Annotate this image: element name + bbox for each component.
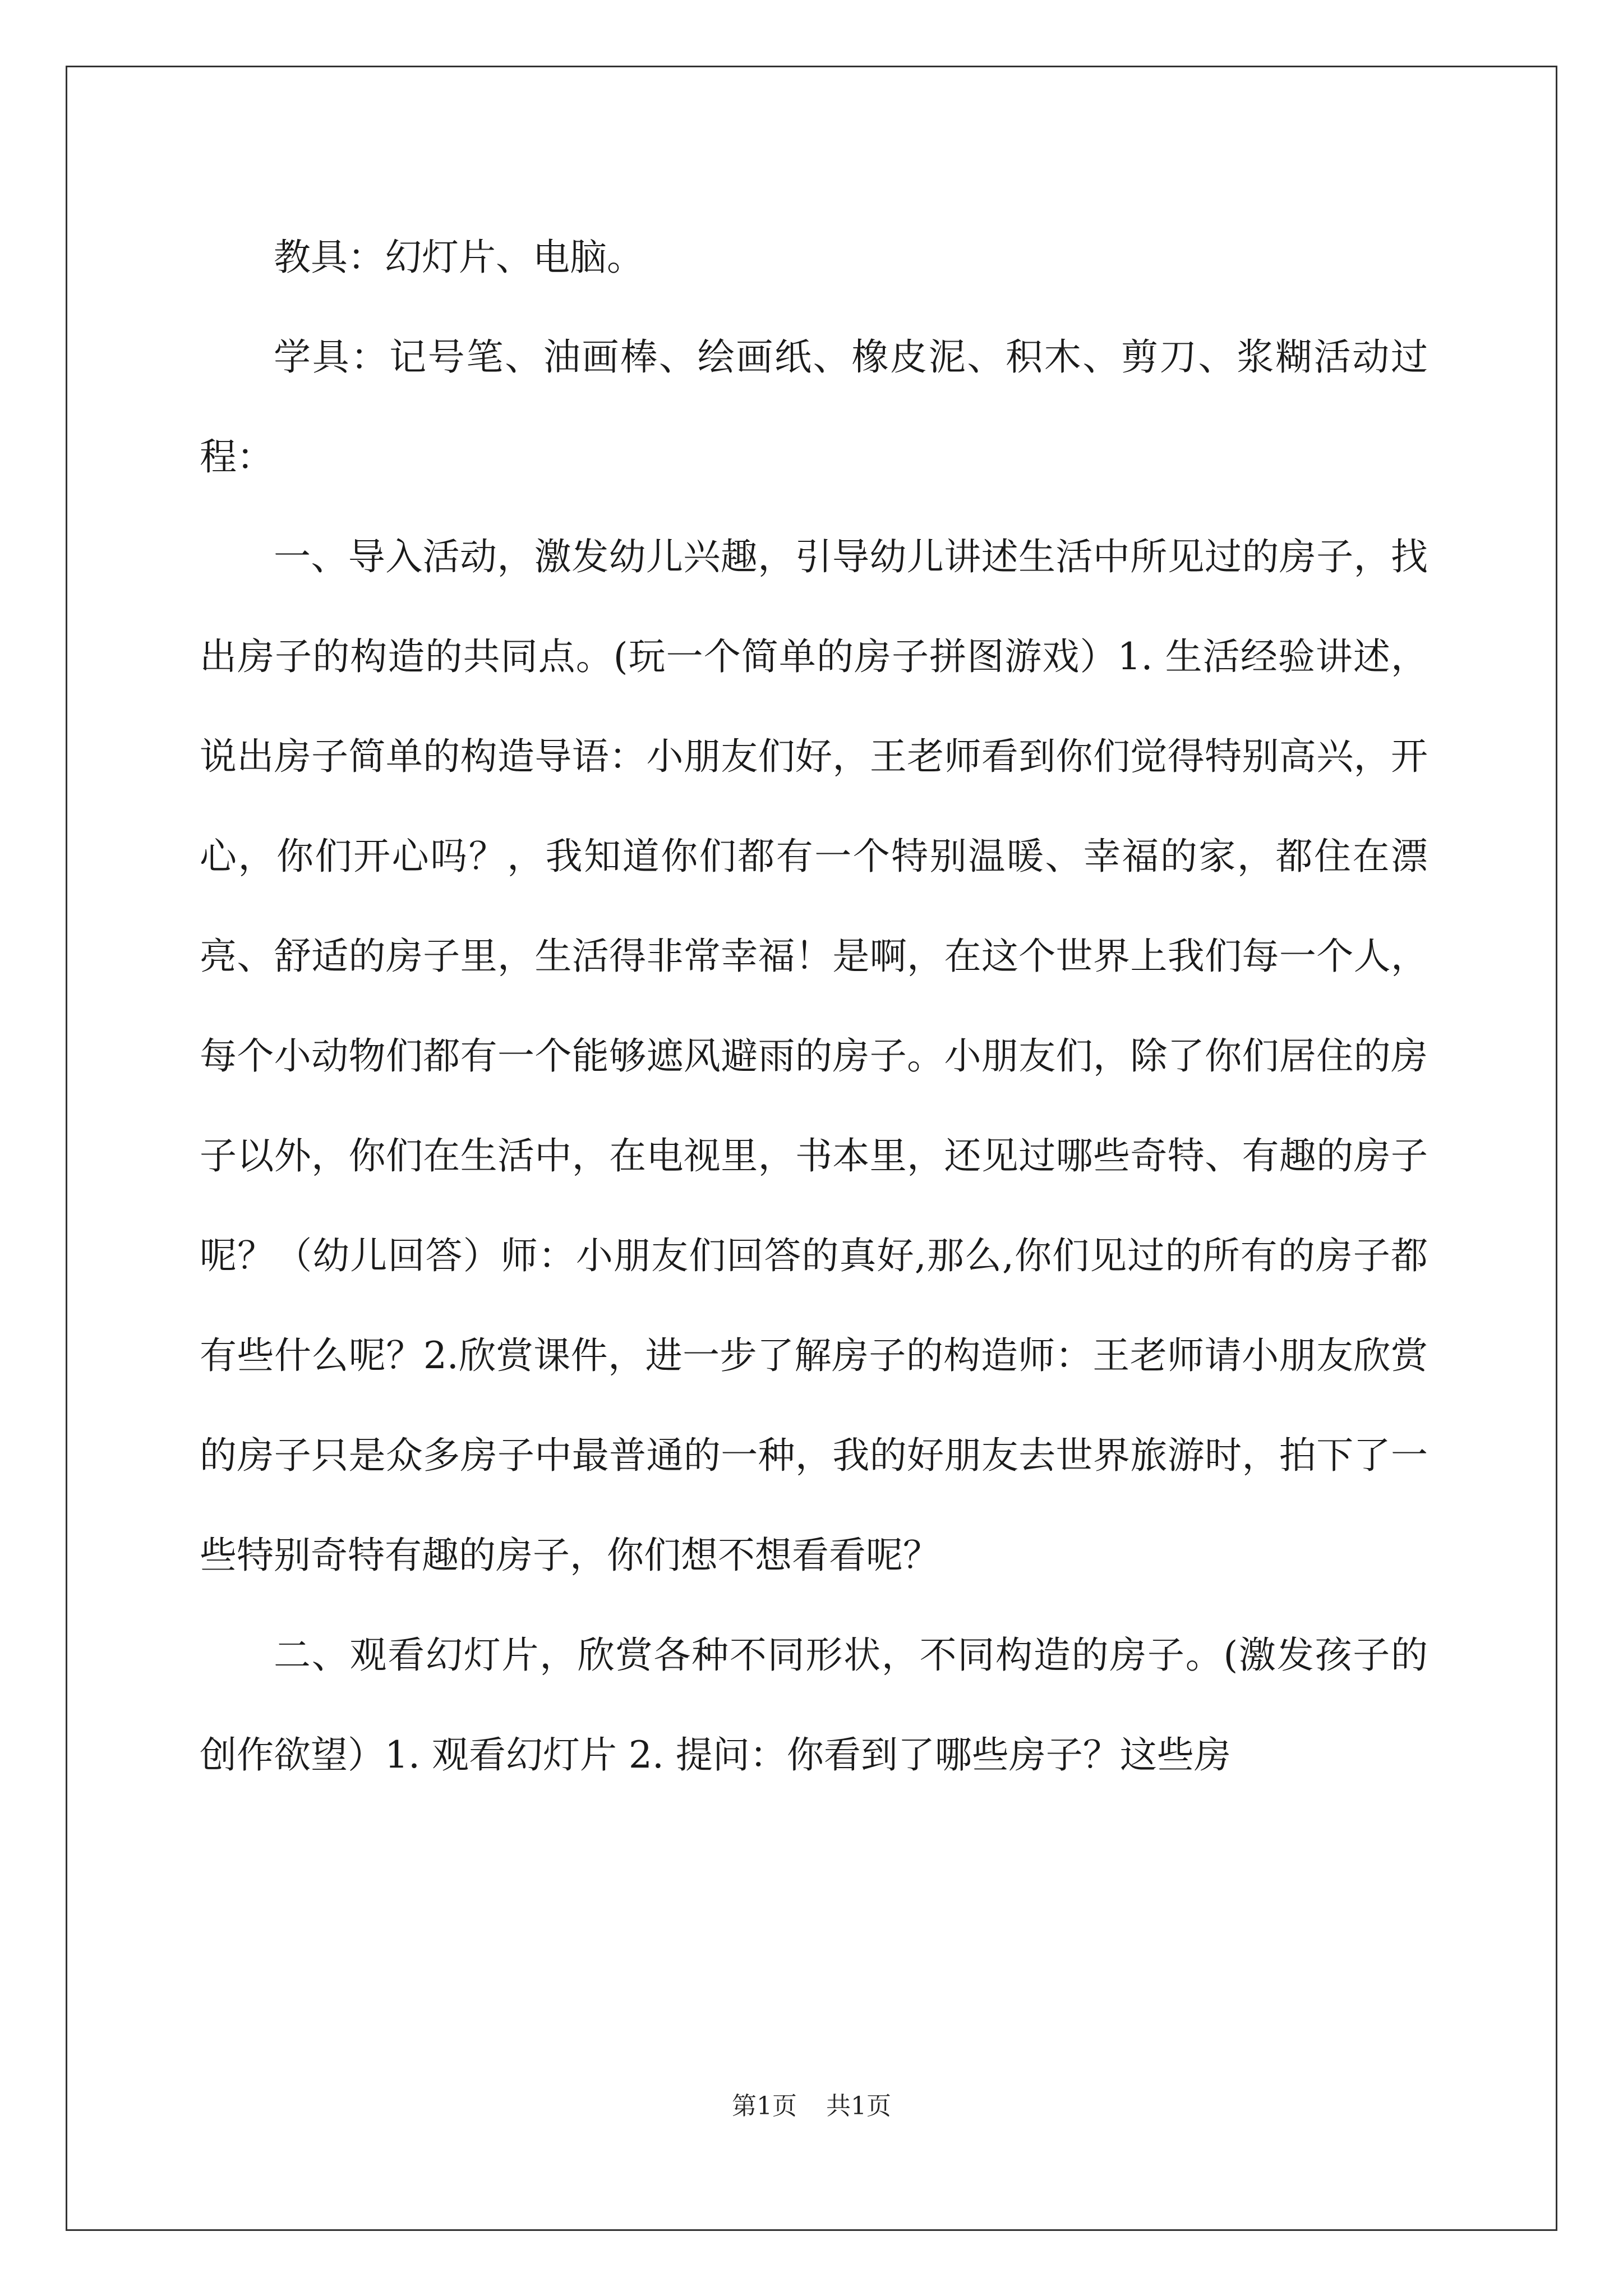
paragraph-section-two: 二、观看幻灯片，欣赏各种不同形状，不同构造的房子。(激发孩子的创作欲望）1. 观看幻灯片 2. 提问：你看到了哪些房子？这些房 [200,1634,1428,1777]
page-footer [0,2086,1623,2122]
document-body [200,208,1428,1805]
paragraph-teaching-aids: 教具：幻灯片、电脑。 [274,236,644,279]
paragraph-learning-tools: 学具：记号笔、油画棒、绘画纸、橡皮泥、积木、剪刀、浆糊活动过程： [200,335,1428,478]
page-number-total: 共1页 [826,2092,891,2120]
page-number-current: 第1页 [732,2092,797,2120]
paragraph-section-one: 一、导入活动，激发幼儿兴趣，引导幼儿讲述生活中所见过的房子，找出房子的构造的共同点。(玩一个简单的房子拼图游戏）1. 生活经验讲述，说出房子简单的构造导语：小朋友们好，王老师看到你们觉得特别高兴，开心，你们开心吗？，我知道你们都有一个特别温暖、幸福的家，都住在漂亮、舒适的房子里，生活得非常幸福！是啊，在这个世界上我们每一个人，每个小动物们都有一个能够遮风避雨的房子。小朋友们，除了你们居住的房子以外，你们在生活中，在电视里，书本里，还见过哪些奇特、有趣的房子呢？（幼儿回答）师：小朋友们回答的真好,那么,你们见过的所有的房子都有些什么呢？2.欣赏课件，进一步了解房子的构造师：王老师请小朋友欣赏的房子只是众多房子中最普通的一种，我的好朋友去世界旅游时，拍下了一些特别奇特有趣的房子，你们想不想看看呢？ [200,535,1428,1577]
